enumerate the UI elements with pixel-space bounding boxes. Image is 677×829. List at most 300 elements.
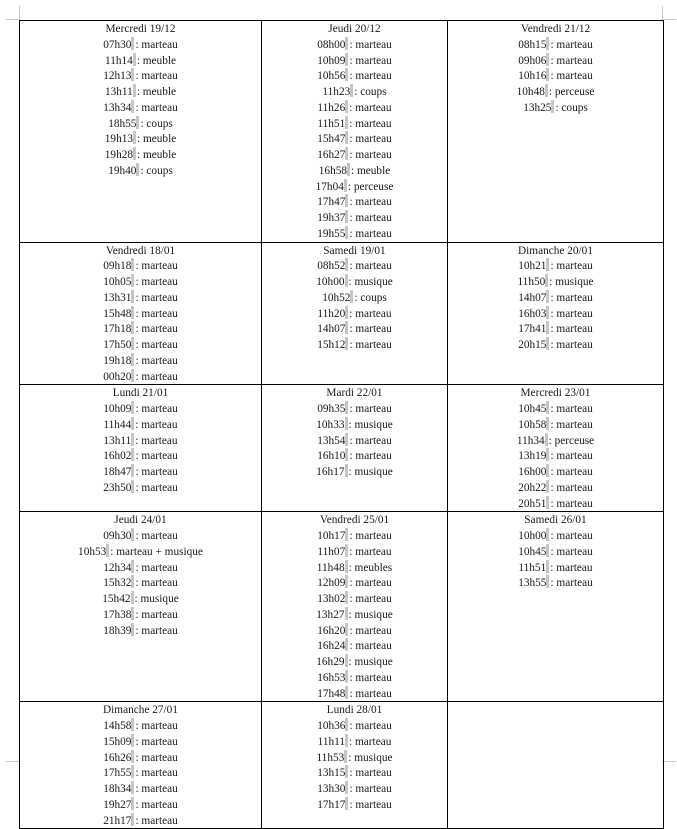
entry-label: : marteau	[135, 466, 178, 478]
field-shading-marker	[345, 37, 348, 50]
field-shading-marker	[345, 734, 348, 747]
log-entry	[450, 464, 661, 480]
entry-label: : marteau	[135, 720, 178, 732]
entry-time: 13h31	[103, 291, 132, 304]
page-corner-mark	[662, 761, 676, 762]
field-shading-marker	[345, 638, 348, 651]
entry-label: : marteau	[550, 561, 593, 574]
log-entry	[22, 607, 259, 623]
day-cell[interactable]	[20, 21, 262, 243]
field-shading-marker	[106, 544, 109, 557]
entry-label: : marteau	[550, 339, 593, 351]
field-shading-marker	[131, 734, 134, 747]
entry-time: 16h27	[317, 149, 346, 161]
day-heading: Mercredi 23/01	[520, 387, 591, 400]
log-entry	[264, 116, 445, 132]
table-row	[20, 21, 664, 243]
log-entry	[22, 448, 259, 464]
entry-time: 19h28	[104, 149, 134, 161]
entry-label: : marteau	[135, 291, 178, 304]
log-entry	[264, 528, 445, 544]
entry-time: 16h53	[317, 671, 346, 684]
entry-time: 11h14	[104, 54, 133, 67]
field-shading-marker	[345, 306, 348, 319]
entry-time: 14h07	[518, 291, 547, 304]
log-entry	[264, 654, 445, 670]
day-heading: Jeudi 24/01	[114, 514, 167, 527]
entry-time: 16h10	[317, 450, 346, 463]
log-entry	[264, 575, 445, 591]
field-shading-marker	[546, 306, 549, 319]
entry-label: : marteau	[135, 751, 178, 764]
entry-label: : marteau	[349, 530, 392, 542]
entry-label: : marteau	[135, 38, 178, 51]
log-entry	[22, 750, 259, 766]
entry-time: 17h50	[103, 339, 132, 351]
entry-label: : marteau	[349, 434, 392, 447]
field-shading-marker	[345, 116, 348, 129]
entry-time: 11h11	[317, 735, 346, 748]
entry-time: 15h32	[103, 577, 132, 590]
field-shading-marker	[131, 560, 134, 573]
entry-time: 16h02	[103, 450, 132, 463]
entry-time: 18h55	[108, 117, 137, 130]
entry-time: 18h34	[103, 783, 132, 795]
log-entry	[264, 433, 445, 449]
entry-time: 09h06	[518, 54, 547, 67]
log-entry	[264, 321, 445, 337]
field-shading-marker	[131, 290, 134, 303]
entry-label: : marteau + musique	[110, 545, 203, 558]
field-shading-marker	[131, 258, 134, 271]
field-shading-marker	[345, 147, 348, 160]
field-shading-marker	[546, 258, 549, 271]
entry-label: : marteau	[135, 530, 178, 542]
entry-label: : marteau	[349, 101, 392, 114]
entry-label: : meuble	[136, 86, 177, 98]
day-cell[interactable]	[20, 385, 262, 512]
entry-label: : marteau	[550, 450, 593, 463]
log-entry	[264, 448, 445, 464]
field-shading-marker	[345, 797, 348, 810]
entry-label: : marteau	[349, 133, 392, 146]
field-shading-marker	[131, 750, 134, 763]
entry-time: 09h30	[103, 530, 132, 542]
field-shading-marker	[345, 226, 348, 239]
log-entry	[450, 496, 661, 512]
field-shading-marker	[131, 68, 134, 81]
entry-label: : marteau	[349, 117, 392, 130]
entry-label: : musique	[134, 593, 179, 605]
field-shading-marker	[345, 321, 348, 334]
entry-time: 16h29	[316, 656, 345, 668]
entry-time: 20h22	[518, 481, 547, 494]
entry-time: 08h52	[317, 260, 346, 273]
field-shading-marker	[546, 53, 549, 66]
entry-label: : marteau	[349, 149, 392, 161]
entry-label: : marteau	[135, 814, 178, 827]
log-entry	[264, 306, 445, 322]
entry-time: 12h13	[103, 70, 132, 83]
field-shading-marker	[546, 464, 549, 477]
field-shading-marker	[345, 100, 348, 113]
field-shading-marker	[545, 433, 548, 446]
log-entry	[22, 575, 259, 591]
entry-label: : marteau	[550, 54, 593, 67]
log-entry	[450, 560, 661, 576]
field-shading-marker	[345, 623, 348, 636]
entry-label: : marteau	[349, 196, 392, 209]
log-entry	[22, 813, 259, 829]
entry-time: 11h51	[317, 117, 346, 130]
entry-label: : marteau	[349, 339, 392, 351]
day-cell[interactable]	[262, 21, 448, 243]
field-shading-marker	[131, 37, 134, 50]
log-entry	[450, 321, 661, 337]
entry-time: 16h00	[518, 466, 547, 478]
entry-label: : marteau	[135, 450, 178, 463]
log-entry	[22, 37, 259, 53]
entry-time: 17h18	[103, 323, 132, 336]
field-shading-marker	[131, 433, 134, 446]
entry-label: : marteau	[135, 561, 178, 574]
log-entry	[22, 797, 259, 813]
page-corner-mark	[6, 761, 20, 762]
entry-time: 17h47	[317, 196, 346, 209]
entry-time: 12h34	[103, 561, 132, 574]
noise-log-table	[19, 20, 664, 829]
entry-time: 16h26	[103, 751, 132, 764]
log-entry	[264, 797, 445, 813]
entry-label: : coups	[140, 117, 173, 130]
entry-label: : marteau	[550, 577, 593, 590]
table-row	[20, 512, 664, 702]
field-shading-marker	[133, 147, 136, 160]
entry-label: : meuble	[137, 149, 177, 161]
entry-time: 20h15	[518, 339, 547, 351]
log-entry	[264, 68, 445, 84]
day-cell[interactable]	[448, 242, 664, 385]
entry-time: 15h42	[102, 593, 131, 605]
field-shading-marker	[546, 575, 549, 588]
entry-label: : meuble	[137, 133, 177, 146]
entry-time: 11h26	[317, 101, 346, 114]
field-shading-marker	[131, 401, 134, 414]
log-entry	[264, 290, 445, 306]
entry-label: : marteau	[349, 767, 392, 780]
table-row	[20, 385, 664, 512]
entry-time: 17h48	[317, 687, 346, 700]
field-shading-marker	[546, 337, 549, 350]
entry-time: 13h30	[317, 783, 346, 795]
log-entry	[264, 417, 445, 433]
entry-label: : coups	[140, 164, 173, 177]
entry-label: : marteau	[550, 403, 593, 415]
entry-label: : marteau	[135, 403, 178, 415]
entry-time: 10h16	[518, 70, 547, 83]
day-heading: Mardi 22/01	[326, 387, 383, 400]
field-shading-marker	[131, 781, 134, 794]
day-cell[interactable]	[262, 512, 448, 702]
entry-time: 16h17	[316, 466, 345, 478]
field-shading-marker	[133, 53, 136, 66]
entry-label: : marteau	[550, 466, 593, 478]
entry-label: : marteau	[349, 307, 392, 320]
field-shading-marker	[545, 274, 548, 287]
log-entry	[450, 401, 661, 417]
field-shading-marker	[347, 163, 350, 176]
log-entry	[22, 464, 259, 480]
field-shading-marker	[131, 274, 134, 287]
entry-label: : marteau	[349, 783, 392, 795]
entry-label: : marteau	[135, 370, 178, 383]
log-entry	[22, 353, 259, 369]
entry-label: : musique	[549, 276, 594, 288]
entry-label: : marteau	[550, 307, 593, 320]
day-cell[interactable]	[20, 702, 262, 829]
field-shading-marker	[131, 337, 134, 350]
entry-label: : musique	[348, 656, 393, 668]
entry-time: 10h09	[317, 54, 346, 67]
log-entry	[22, 734, 259, 750]
log-entry	[22, 100, 259, 116]
log-entry	[450, 258, 661, 274]
entry-label: : marteau	[550, 418, 593, 431]
entry-label: : marteau	[349, 687, 392, 700]
log-entry	[450, 100, 661, 116]
entry-time: 14h07	[317, 323, 346, 336]
log-entry	[22, 274, 259, 290]
entry-time: 13h54	[317, 434, 346, 447]
log-entry	[450, 433, 661, 449]
day-cell[interactable]	[262, 385, 448, 512]
entry-time: 17h17	[317, 798, 346, 811]
log-entry	[264, 210, 445, 226]
empty-cell[interactable]	[448, 702, 664, 829]
field-shading-marker	[345, 53, 348, 66]
entry-time: 14h58	[103, 720, 132, 732]
entry-time: 15h12	[317, 339, 346, 351]
entry-time: 20h51	[518, 497, 547, 510]
day-cell[interactable]	[262, 242, 448, 385]
entry-label: : marteau	[550, 323, 593, 336]
day-cell[interactable]	[448, 385, 664, 512]
entry-time: 17h41	[518, 323, 547, 336]
log-entry	[264, 560, 445, 576]
log-entry	[450, 306, 661, 322]
log-entry	[264, 638, 445, 654]
log-entry	[264, 163, 445, 179]
log-entry	[264, 226, 445, 242]
log-entry	[22, 68, 259, 84]
day-heading: Dimanche 27/01	[103, 704, 178, 717]
field-shading-marker	[345, 575, 348, 588]
entry-time: 19h13	[104, 133, 134, 146]
log-entry	[22, 131, 259, 147]
log-entry	[450, 528, 661, 544]
entry-time: 08h15	[518, 38, 547, 51]
entry-label: : marteau	[550, 260, 593, 273]
entry-label: : marteau	[135, 276, 178, 288]
log-entry	[264, 258, 445, 274]
day-heading: Samedi 19/01	[323, 244, 386, 257]
day-heading: Samedi 26/01	[524, 514, 587, 527]
log-entry	[450, 480, 661, 496]
field-shading-marker	[345, 448, 348, 461]
entry-time: 11h34	[516, 434, 545, 447]
entry-time: 16h24	[317, 640, 346, 653]
entry-label: : marteau	[349, 545, 392, 558]
entry-label: : meubles	[348, 561, 393, 574]
entry-time: 16h58	[318, 164, 348, 177]
entry-time: 10h58	[518, 418, 547, 431]
entry-label: : marteau	[135, 434, 178, 447]
log-entry	[450, 290, 661, 306]
entry-time: 13h55	[518, 577, 547, 590]
entry-label: : marteau	[349, 323, 392, 336]
entry-time: 11h07	[317, 545, 346, 558]
entry-label: : musique	[348, 418, 393, 431]
entry-time: 16h20	[317, 624, 346, 637]
entry-label: : marteau	[135, 481, 178, 494]
field-shading-marker	[350, 290, 353, 303]
entry-label: : marteau	[135, 101, 178, 114]
log-entry	[22, 306, 259, 322]
log-entry	[264, 607, 445, 623]
field-shading-marker	[545, 84, 548, 97]
entry-time: 12h09	[317, 577, 346, 590]
entry-label: : marteau	[550, 291, 593, 304]
page-corner-mark	[19, 6, 20, 20]
entry-label: : marteau	[135, 608, 178, 621]
field-shading-marker	[546, 37, 549, 50]
entry-time: 11h23	[322, 86, 351, 98]
field-shading-marker	[133, 84, 136, 97]
log-entry	[264, 591, 445, 607]
day-cell[interactable]	[262, 702, 448, 829]
field-shading-marker	[345, 528, 348, 541]
log-entry	[264, 718, 445, 734]
log-entry	[22, 321, 259, 337]
field-shading-marker	[131, 528, 134, 541]
log-entry	[264, 100, 445, 116]
field-shading-marker	[345, 544, 348, 557]
log-entry	[264, 623, 445, 639]
field-shading-marker	[344, 750, 347, 763]
entry-label: : marteau	[349, 450, 392, 463]
entry-time: 11h48	[316, 561, 345, 574]
log-entry	[22, 480, 259, 496]
log-entry	[22, 718, 259, 734]
noise-log-body	[20, 21, 664, 829]
page-corner-mark	[662, 19, 676, 20]
entry-time: 18h47	[103, 466, 132, 478]
log-entry	[264, 765, 445, 781]
field-shading-marker	[546, 480, 549, 493]
log-entry	[22, 417, 259, 433]
log-entry	[264, 781, 445, 797]
log-entry	[450, 37, 661, 53]
day-heading: Vendredi 25/01	[319, 514, 390, 527]
field-shading-marker	[546, 448, 549, 461]
entry-label: : musique	[348, 466, 393, 478]
entry-time: 10h52	[322, 291, 351, 304]
entry-label: : marteau	[135, 339, 178, 351]
entry-time: 10h33	[316, 418, 345, 431]
entry-time: 10h00	[316, 276, 345, 288]
field-shading-marker	[131, 321, 134, 334]
day-heading: Vendredi 18/01	[105, 244, 176, 257]
entry-label: : marteau	[349, 720, 392, 732]
entry-label: : marteau	[135, 624, 178, 637]
entry-time: 11h50	[517, 276, 546, 288]
field-shading-marker	[546, 401, 549, 414]
day-heading: Lundi 21/01	[112, 387, 169, 400]
day-cell[interactable]	[20, 242, 262, 385]
entry-label: : perceuse	[347, 180, 394, 193]
entry-label: : meuble	[136, 54, 177, 67]
log-entry	[450, 337, 661, 353]
page-corner-mark	[662, 6, 663, 20]
field-shading-marker	[345, 670, 348, 683]
log-entry	[264, 686, 445, 702]
field-shading-marker	[546, 544, 549, 557]
entry-label: : marteau	[550, 545, 593, 558]
field-shading-marker	[345, 591, 348, 604]
entry-time: 09h35	[317, 403, 346, 415]
entry-label: : coups	[354, 291, 387, 304]
entry-time: 18h39	[103, 624, 132, 637]
day-cell[interactable]	[448, 512, 664, 702]
page-corner-mark	[6, 19, 20, 20]
entry-time: 10h17	[317, 530, 346, 542]
entry-label: : marteau	[349, 593, 392, 605]
field-shading-marker	[133, 131, 136, 144]
entry-time: 10h21	[518, 260, 547, 273]
field-shading-marker	[546, 496, 549, 509]
log-entry	[22, 544, 259, 560]
entry-time: 19h18	[103, 354, 132, 367]
entry-label: : marteau	[135, 577, 178, 590]
entry-time: 23h50	[103, 481, 132, 494]
field-shading-marker	[345, 68, 348, 81]
entry-label: : marteau	[135, 307, 178, 320]
entry-label: : marteau	[135, 418, 178, 431]
entry-label: : meuble	[351, 164, 391, 177]
log-entry	[450, 448, 661, 464]
entry-time: 17h55	[103, 767, 132, 780]
field-shading-marker	[551, 100, 554, 113]
entry-label: : marteau	[550, 38, 593, 51]
log-entry	[22, 433, 259, 449]
day-cell[interactable]	[448, 21, 664, 243]
field-shading-marker	[344, 179, 347, 192]
entry-time: 16h03	[518, 307, 547, 320]
entry-time: 13h25	[523, 101, 552, 114]
entry-label: : coups	[354, 86, 387, 98]
day-cell[interactable]	[20, 512, 262, 702]
entry-label: : marteau	[135, 70, 178, 83]
field-shading-marker	[131, 575, 134, 588]
field-shading-marker	[546, 290, 549, 303]
field-shading-marker	[345, 131, 348, 144]
field-shading-marker	[131, 306, 134, 319]
log-entry	[264, 53, 445, 69]
entry-time: 09h18	[103, 260, 132, 273]
entry-time: 13h34	[103, 101, 132, 114]
field-shading-marker	[131, 417, 134, 430]
field-shading-marker	[345, 781, 348, 794]
